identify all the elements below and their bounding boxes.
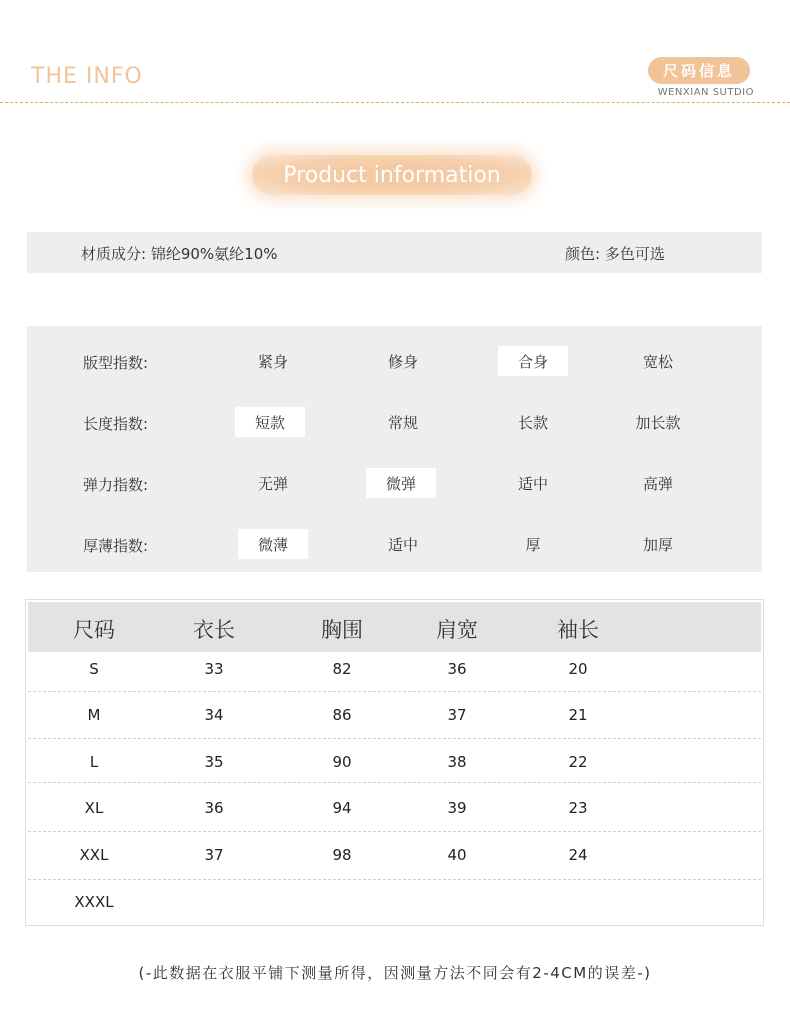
material-composition: 材质成分: 锦纶90%氨纶10%	[81, 245, 278, 263]
table-row	[28, 832, 761, 880]
section-title: Product information	[252, 155, 532, 195]
cell-sleeve: 23	[568, 799, 588, 817]
elasticity-option: 无弹	[257, 474, 288, 493]
cell-size: S	[89, 660, 99, 678]
fit-option: 宽松	[642, 352, 673, 371]
color-options: 颜色: 多色可选	[565, 245, 665, 263]
cell-length: 34	[204, 706, 224, 724]
length-option: 常规	[387, 413, 418, 432]
cell-length: 36	[204, 799, 224, 817]
measurement-note: (-此数据在衣服平铺下测量所得，因测量方法不同会有2-4CM的误差-)	[138, 964, 652, 982]
header-size: 尺码	[73, 618, 115, 642]
fit-option: 合身	[498, 346, 568, 376]
length-option: 加长款	[635, 413, 681, 432]
table-row	[28, 692, 761, 739]
cell-chest: 98	[332, 846, 352, 864]
index-panel	[27, 326, 762, 572]
cell-chest: 82	[332, 660, 352, 678]
header-title: THE INFO	[31, 64, 143, 89]
length-option: 长款	[517, 413, 548, 432]
thickness-option: 微薄	[238, 529, 308, 559]
header-chest: 胸围	[321, 618, 363, 642]
elasticity-option: 适中	[517, 474, 548, 493]
elasticity-index-label: 弹力指数:	[83, 476, 149, 494]
fit-option: 修身	[387, 352, 418, 371]
material-bar	[27, 232, 762, 273]
cell-length: 37	[204, 846, 224, 864]
cell-size: L	[89, 753, 99, 771]
thickness-option: 厚	[525, 535, 541, 554]
cell-shoulder: 39	[447, 799, 467, 817]
length-option: 短款	[235, 407, 305, 437]
cell-shoulder: 36	[447, 660, 467, 678]
thickness-option: 适中	[387, 535, 418, 554]
thickness-option: 加厚	[642, 535, 673, 554]
cell-length: 33	[204, 660, 224, 678]
cell-chest: 86	[332, 706, 352, 724]
cell-size: XXXL	[74, 893, 114, 911]
header-length: 衣长	[193, 618, 235, 642]
cell-size: XL	[84, 799, 104, 817]
cell-sleeve: 21	[568, 706, 588, 724]
cell-sleeve: 20	[568, 660, 588, 678]
header-sleeve: 袖长	[557, 618, 599, 642]
header-divider	[0, 102, 790, 103]
cell-chest: 90	[332, 753, 352, 771]
thickness-index-label: 厚薄指数:	[83, 537, 149, 555]
elasticity-option: 高弹	[642, 474, 673, 493]
table-row	[28, 880, 761, 924]
fit-option: 紧身	[257, 352, 288, 371]
table-header	[28, 602, 761, 652]
table-row	[28, 652, 761, 692]
studio-name: WENXIAN SUTDIO	[657, 87, 754, 98]
size-table	[25, 599, 764, 926]
cell-size: M	[87, 706, 101, 724]
cell-sleeve: 22	[568, 753, 588, 771]
fit-index-label: 版型指数:	[83, 354, 149, 372]
cell-shoulder: 38	[447, 753, 467, 771]
header-shoulder: 肩宽	[436, 618, 478, 642]
length-index-label: 长度指数:	[83, 415, 149, 433]
size-info-badge: 尺码信息	[648, 57, 750, 84]
cell-length: 35	[204, 753, 224, 771]
table-row	[28, 739, 761, 783]
cell-shoulder: 40	[447, 846, 467, 864]
table-row	[28, 783, 761, 832]
cell-chest: 94	[332, 799, 352, 817]
cell-shoulder: 37	[447, 706, 467, 724]
cell-size: XXL	[79, 846, 109, 864]
elasticity-option: 微弹	[366, 468, 436, 498]
cell-sleeve: 24	[568, 846, 588, 864]
